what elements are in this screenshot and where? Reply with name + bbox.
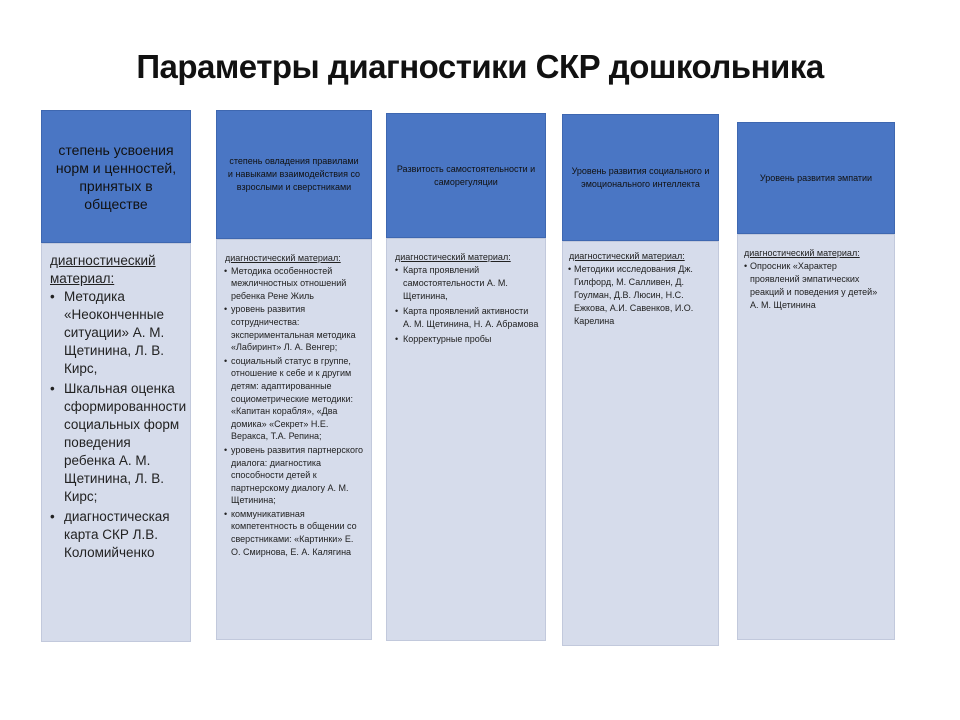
column-header: степень овладения правилами и навыками взаимодействия со взрослыми и сверстниками bbox=[216, 110, 372, 239]
material-label: диагностический материал: bbox=[50, 253, 156, 286]
column-empathy bbox=[737, 122, 895, 640]
column-body bbox=[216, 239, 372, 640]
column-norms-values bbox=[41, 110, 191, 642]
list-item: • Методика «Неоконченные ситуации» А. М. Щетинина, Л. В. Кирс, bbox=[50, 288, 182, 378]
list-item: • Методика особенностей межличностных отношений ребенка Рене Жиль bbox=[225, 265, 365, 303]
column-header: Уровень развития социального и эмоционального интеллекта bbox=[562, 114, 719, 241]
column-body bbox=[737, 234, 895, 640]
column-body bbox=[386, 238, 546, 641]
list-item: • Корректурные пробы bbox=[395, 333, 539, 346]
list-item: • Карта проявлений активности А. М. Щетинина, Н. А. Абрамова bbox=[395, 305, 539, 331]
material-list bbox=[50, 288, 187, 562]
column-social-emotional-intelligence bbox=[562, 114, 719, 646]
list-item: • Опросник «Характер проявлений эмпатических реакций и поведения у детей» А. М. Щетинина bbox=[744, 260, 888, 312]
material-label: диагностический материал: bbox=[569, 251, 685, 261]
list-item: • уровень развития сотрудничества: экспериментальная методика «Лабиринт» Л. А. Венгер; bbox=[225, 303, 365, 353]
material-list bbox=[225, 265, 365, 559]
column-header: Развитость самостоятельности и саморегуляции bbox=[386, 113, 546, 238]
list-item: • социальный статус в группе, отношение к себе и к другим детям: адаптированные социометрические методики: «Капитан корабля», «Два домика» «Секрет» Н.Е. Веракса, Т.А. Репина; bbox=[225, 355, 365, 443]
list-item: • Карта проявлений самостоятельности А. М. Щетинина, bbox=[395, 264, 539, 303]
column-self-regulation bbox=[386, 113, 546, 641]
material-label: диагностический материал: bbox=[744, 248, 860, 258]
list-item: • Шкальная оценка сформированности социальных форм поведения ребенка А. М. Щетинина, Л. В. Кирс; bbox=[50, 380, 182, 506]
column-interaction-skills bbox=[216, 110, 372, 640]
page-title: Параметры диагностики СКР дошкольника bbox=[136, 48, 824, 85]
column-body bbox=[41, 243, 191, 642]
list-item: • коммуникативная компетентность в общении со сверстниками: «Картинки» Е. О. Смирнова, Е. А. Калягина bbox=[225, 508, 365, 558]
material-list bbox=[744, 260, 888, 312]
material-label: диагностический материал: bbox=[225, 253, 341, 263]
material-label: диагностический материал: bbox=[395, 252, 511, 262]
column-header: Уровень развития эмпатии bbox=[737, 122, 895, 234]
material-list bbox=[569, 263, 712, 328]
material-list bbox=[395, 264, 539, 346]
column-body bbox=[562, 241, 719, 646]
list-item: • диагностическая карта СКР Л.В. Коломийченко bbox=[50, 508, 182, 562]
column-header: степень усвоения норм и ценностей, принятых в обществе bbox=[41, 110, 191, 243]
list-item: • уровень развития партнерского диалога: диагностика способности детей к партнерскому диалогу А. М. Щетинина; bbox=[225, 444, 365, 507]
list-item: • Методики исследования Дж. Гилфорд, М. Салливен, Д. Гоулман, Д.В. Люсин, Н.С. Ежкова, А.И. Савенков, И.О. Карелина bbox=[569, 263, 712, 328]
